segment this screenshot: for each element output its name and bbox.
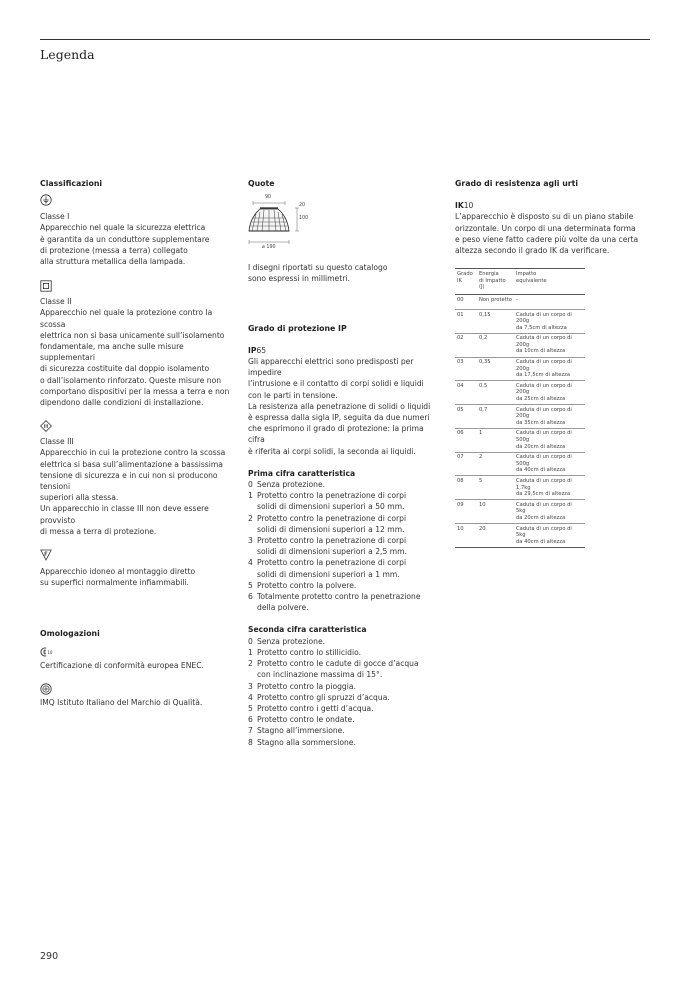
table-cell: 08 [455, 476, 477, 500]
ip-code-prefix: IP [248, 345, 257, 355]
table-row [455, 333, 585, 357]
classe1-text: Apparecchio nel quale la sicurezza elettrica è garantita da un conduttore supplementare di protezione (messa a terra) collegato alla struttura metallica della lampada. [40, 223, 210, 267]
table-row [455, 500, 585, 524]
table-row [455, 476, 585, 500]
ik-table [455, 268, 585, 548]
table-cell: 5 [477, 476, 514, 500]
double-square-icon [40, 280, 52, 292]
ik-text: L’apparecchio è disposto su di un piano stabile orizzontale. Un corpo di una determinata forma e peso viene fatto cadere più volte da una certa altezza secondo il grado IK da verificare. [455, 212, 639, 256]
table-cell: 03 [455, 357, 477, 381]
enec-text: Certificazione di conformità europea ENEC. [40, 660, 204, 670]
imq-mark-icon [40, 683, 52, 695]
table-cell: Caduta di un corpo di 200g da 7,5cm di altezza [514, 310, 585, 334]
column-header: Grado IK [455, 269, 477, 295]
column-classificazioni [40, 178, 230, 708]
column-ik [455, 178, 650, 548]
classe3-title: Classe III [40, 437, 74, 447]
table-cell: 2 [477, 452, 514, 476]
f-mark-text: Apparecchio idoneo al montaggio diretto su superfici normalmente infiammabili. [40, 567, 196, 588]
list-item: 2 Protetto contro le cadute di gocce d’acqua con inclinazione massima di 15°. [248, 659, 419, 680]
omologazioni-heading: Omologazioni [40, 629, 100, 639]
table-cell: Caduta di un corpo di 200g da 10cm di altezza [514, 333, 585, 357]
table-cell: 10 [455, 524, 477, 548]
table-cell: 10 [477, 500, 514, 524]
ip-first-digit-list [248, 479, 438, 613]
imq-text: IMQ Istituto Italiano del Marchio di Qualità. [40, 697, 203, 707]
f-triangle-icon [40, 549, 52, 561]
table-cell: 07 [455, 452, 477, 476]
table-cell: 20 [477, 524, 514, 548]
column-header: Impatto equivalente [514, 269, 585, 295]
table-cell: 06 [455, 428, 477, 452]
classe3-text: Apparecchio in cui la protezione contro la scossa elettrica si basa sull’alimentazione a bassissima tensione di sicurezza e in cui non si producono tensioni superiori alla stessa. Un apparecchio in classe III non deve essere provvisto di messa a terra di protezione. [40, 448, 226, 536]
ip-code-suffix: 65 [256, 345, 267, 355]
classe2-text: Apparecchio nel quale la protezione contro la scossa elettrica non si basa unicamente sull’isolamento fondamentale, ma anche sulle misure supplementari di sicurezza costituite dal doppio isolamento o dall’isolamento rinforzato. Queste misure non comportano dispositivi per la messa a terra e non dipendono dalle condizioni di installazione. [40, 308, 230, 408]
diamond-iii-icon [40, 420, 52, 432]
table-header-row [455, 269, 585, 295]
table-cell: 00 [455, 295, 477, 310]
table-row [455, 310, 585, 334]
table-cell: 0,7 [477, 405, 514, 429]
table-cell: 02 [455, 333, 477, 357]
table-cell: 0,15 [477, 310, 514, 334]
list-item: 5 Protetto contro i getti d’acqua. [248, 703, 374, 713]
list-item: 2 Protetto contro la penetrazione di corpi solidi di dimensioni superiori a 12 mm. [248, 513, 407, 534]
ik-code-prefix: IK [455, 201, 464, 211]
dim-height-2-label: 100 [299, 216, 309, 222]
dim-diameter-label: ⌀ 190 [262, 245, 276, 251]
enec-mark-icon [40, 646, 54, 658]
table-row [455, 452, 585, 476]
table-cell: 1 [477, 428, 514, 452]
list-item: 4 Protetto contro gli spruzzi d’acqua. [248, 692, 390, 702]
quote-heading: Quote [248, 179, 275, 188]
table-cell: 04 [455, 381, 477, 405]
page-title: Legenda [40, 47, 95, 62]
table-cell: 01 [455, 310, 477, 334]
page-number: 290 [40, 951, 59, 962]
table-cell: Caduta di un corpo di 1,7kg da 29,5cm di altezza [514, 476, 585, 500]
list-item: 8 Stagno alla sommersione. [248, 737, 356, 747]
ip-second-digit-list [248, 636, 438, 748]
ip-heading: Grado di protezione IP [248, 323, 347, 333]
list-item: 4 Protetto contro la penetrazione di corpi solidi di dimensioni superiori a 1 mm. [248, 558, 407, 579]
ik-code-suffix: 10 [463, 201, 474, 211]
lamp-dimension-drawing [248, 195, 318, 260]
ip-code [248, 345, 438, 356]
table-cell: Caduta di un corpo di 200g da 17,5cm di altezza [514, 357, 585, 381]
list-item: 3 Protetto contro la penetrazione di corpi solidi di dimensioni superiori a 2,5 mm. [248, 536, 407, 557]
table-cell: - [514, 295, 585, 310]
table-row [455, 381, 585, 405]
table-cell: Caduta di un corpo di 500g da 20cm di altezza [514, 428, 585, 452]
table-row [455, 524, 585, 548]
dim-height-1-label: 20 [299, 203, 306, 209]
list-item: 5 Protetto contro la polvere. [248, 580, 357, 590]
dim-width-label: 90 [265, 195, 272, 201]
table-row [455, 295, 585, 310]
top-rule [40, 39, 650, 40]
table-cell: Caduta di un corpo di 5kg da 20cm di altezza [514, 500, 585, 524]
classe1-title: Classe I [40, 212, 70, 222]
classificazioni-heading: Classificazioni [40, 179, 103, 188]
table-cell: 0,5 [477, 381, 514, 405]
ik-code [455, 200, 650, 211]
table-cell: Caduta di un corpo di 200g da 35cm di altezza [514, 405, 585, 429]
table-cell: 0,35 [477, 357, 514, 381]
table-cell: Caduta di un corpo di 500g da 40cm di altezza [514, 452, 585, 476]
earth-ground-icon [40, 194, 52, 206]
table-cell: 09 [455, 500, 477, 524]
quote-text: I disegni riportati su questo catalogo sono espressi in millimetri. [248, 263, 388, 284]
list-item: 0 Senza protezione. [248, 480, 326, 490]
list-item: 1 Protetto contro lo stillicidio. [248, 647, 362, 657]
table-cell: 0,2 [477, 333, 514, 357]
ip-second-digit-heading: Seconda cifra caratteristica [248, 625, 367, 635]
column-header: Energia di Impatto (J) [477, 269, 514, 295]
ip-first-digit-heading: Prima cifra caratteristica [248, 468, 356, 478]
table-row [455, 428, 585, 452]
lamp-drawing-svg [248, 200, 318, 260]
svg-text:10: 10 [47, 649, 53, 655]
list-item: 6 Totalmente protetto contro la penetrazione della polvere. [248, 592, 421, 613]
table-cell: 05 [455, 405, 477, 429]
list-item: 6 Protetto contro le ondate. [248, 715, 355, 725]
table-cell: Non protetto [477, 295, 514, 310]
ik-heading: Grado di resistenza agli urti [455, 179, 578, 188]
classe2-title: Classe II [40, 297, 72, 307]
list-item: 1 Protetto contro la penetrazione di corpi solidi di dimensioni superiori a 50 mm. [248, 491, 407, 512]
table-row [455, 405, 585, 429]
list-item: 7 Stagno all’immersione. [248, 726, 345, 736]
list-item: 3 Protetto contro la pioggia. [248, 681, 356, 691]
list-item: 0 Senza protezione. [248, 636, 326, 646]
table-row [455, 357, 585, 381]
table-cell: Caduta di un corpo di 200g da 25cm di altezza [514, 381, 585, 405]
table-cell: Caduta di un corpo di 5kg da 40cm di altezza [514, 524, 585, 548]
column-quote-ip [248, 178, 438, 748]
ip-text: Gli apparecchi elettrici sono predisposti per impedire l’intrusione e il contatto di corpi solidi e liquidi con le parti in tensione. La resistenza alla penetrazione di solidi o liquidi è espressa dalla sigla IP, seguita da due numeri che esprimono il grado di protezione: la prima cifra è riferita ai corpi solidi, la seconda ai liquidi. [248, 357, 431, 456]
